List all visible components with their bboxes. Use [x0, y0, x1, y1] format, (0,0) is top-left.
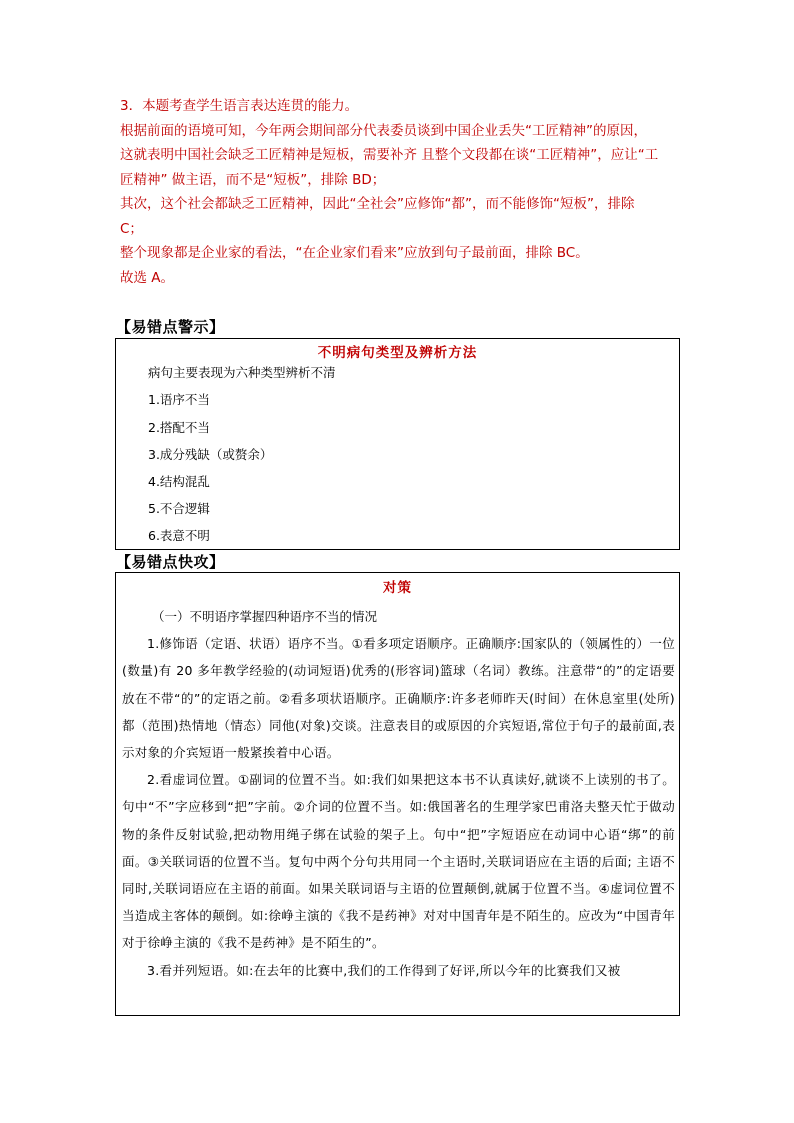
attack-subhead: （一）不明语序掌握四种语序不当的情况 — [152, 609, 378, 624]
warning-intro: 病句主要表现为六种类型辨析不清 — [148, 365, 336, 380]
list-item: 2.搭配不当 — [148, 420, 210, 435]
attack-heading: 【易错点快攻】 — [116, 553, 225, 571]
list-item: 5.不合逻辑 — [148, 501, 210, 516]
explanation-line: C； — [120, 220, 143, 237]
warning-box — [115, 338, 680, 550]
explanation-line: 3．本题考查学生语言表达连贯的能力。 — [120, 98, 359, 114]
answer-line: 故选 A。 — [120, 269, 175, 286]
explanation-line: 其次，这个社会都缺乏工匠精神，因此“全社会”应修饰“都”，而不能修饰“短板”，排除 — [120, 196, 635, 212]
warning-heading: 【易错点警示】 — [116, 318, 225, 336]
explanation-line: 匠精神” 做主语，而不是“短板”，排除 BD； — [120, 171, 386, 188]
paragraph: 3.看并列短语。如:在去年的比赛中,我们的工作得到了好评,所以今年的比赛我们又被 — [147, 962, 621, 978]
list-item: 4.结构混乱 — [148, 474, 210, 489]
answer-explanation — [120, 94, 680, 290]
explanation-line: 整个现象都是企业家的看法，“在企业家们看来”应放到句子最前面，排除 BC。 — [120, 245, 589, 261]
warning-box-title: 不明病句类型及辨析方法 — [317, 345, 478, 361]
explanation-line: 根据前面的语境可知，今年两会期间部分代表委员谈到中国企业丢失“工匠精神”的原因， — [120, 122, 647, 139]
paragraph: 2.看虚词位置。①副词的位置不当。如:我们如果把这本书不认真读好,就谈不上读别的书了。句中“不”字应移到“把”字前。②介词的位置不当。如:俄国著名的生理学家巴甫洛夫整天忙于做动物的条件反射试验,把动物用绳子绑在试验的架子上。句中“把”字短语应在动词中心语“绑”的前面。③关联词语的位置不当。复句中两个分句共用同一个主语时,关联词语应在主语的后面; 主语不同时,关联词语应在主语的前面。如果关联词语与主语的位置颠倒,就属于位置不当。④虚词位置不当造成主客体的颠倒。如:徐峥主演的《我不是药神》对对中国青年是不陌生的。应改为“中国青年对于徐峥主演的《我不是药神》是不陌生的”。 — [122, 772, 675, 951]
paragraph: 1.修饰语（定语、状语）语序不当。①看多项定语顺序。正确顺序:国家队的（领属性的）一位(数量)有 20 多年教学经验的(动词短语)优秀的(形容词)篮球（名词）教练。注意带“的”的定语要放在不带“的”的定语之前。②看多项状语顺序。正确顺序:许多老师昨天(时间）在休息室里(处所)都（范围)热情地（情态）同他(对象)交谈。注意表目的或原因的介宾短语,常位于句子的最前面,表示对象的介宾短语一般紧挨着中心语。 — [122, 636, 675, 761]
attack-box-title: 对策 — [383, 580, 412, 596]
attack-box — [115, 572, 680, 1016]
list-item: 3.成分残缺（或赘余） — [148, 447, 273, 462]
list-item: 1.语序不当 — [148, 392, 210, 407]
explanation-line: 这就表明中国社会缺乏工匠精神是短板，需要补齐 且整个文段都在谈“工匠精神”，应让“工 — [120, 147, 659, 163]
list-item: 6.表意不明 — [148, 528, 210, 543]
attack-content — [122, 603, 675, 984]
